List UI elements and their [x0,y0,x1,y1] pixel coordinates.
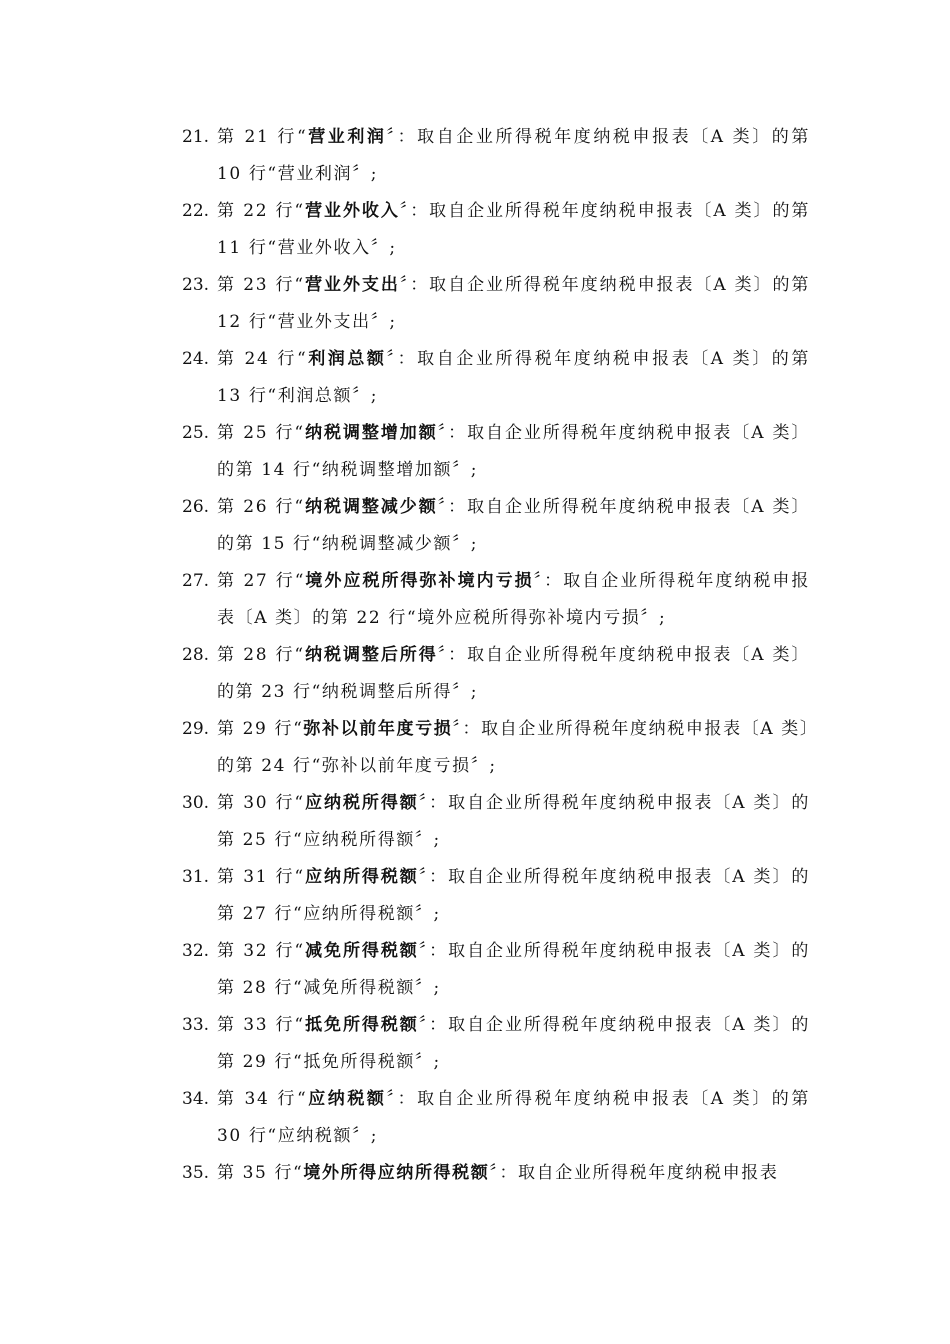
item-description: 〞：取自企业所得税年度纳税申报表〔A 类〕的第 27 行“应纳所得税额〞; [217,867,810,924]
item-term: 纳税调整后所得 [304,645,438,665]
item-description: 〞：取自企业所得税年度纳税申报表〔A 类〕的第 10 行“营业利润〞; [217,127,810,184]
item-prefix: 第 28 行“ [217,645,305,665]
item-description: 〞：取自企业所得税年度纳税申报表〔A 类〕的第 14 行“纳税调整增加额〞; [217,423,811,480]
item-number: 24. [182,349,210,369]
item-description: 〞：取自企业所得税年度纳税申报表〔A 类〕的第 29 行“抵免所得税额〞; [217,1015,810,1072]
item-term: 营业外收入 [304,201,400,221]
item-prefix: 第 26 行“ [217,497,305,517]
item-description: 〞：取自企业所得税年度纳税申报表〔A 类〕的第 11 行“营业外收入〞; [217,201,811,258]
list-item [182,563,810,637]
item-number: 27. [182,571,210,591]
item-description: 〞：取自企业所得税年度纳税申报表〔A 类〕的第 22 行“境外应税所得弥补境内亏损〞; [217,571,811,628]
item-number: 21. [182,127,210,147]
item-term: 营业利润 [307,127,387,147]
item-term: 纳税调整增加额 [304,423,438,443]
item-prefix: 第 22 行“ [217,201,305,221]
list-item [182,415,810,489]
item-prefix: 第 27 行“ [217,571,306,591]
item-term: 应纳税所得额 [304,793,419,813]
item-description: 〞：取自企业所得税年度纳税申报表〔A 类〕的第 30 行“应纳税额〞; [217,1089,810,1146]
item-term: 利润总额 [307,349,387,369]
list-item [182,933,810,1007]
item-number: 35. [182,1163,210,1183]
item-term: 应纳所得税额 [304,867,419,887]
list-item [182,193,810,267]
list-item [182,711,810,785]
item-term: 营业外支出 [304,275,400,295]
item-prefix: 第 23 行“ [217,275,305,295]
item-prefix: 第 33 行“ [217,1015,305,1035]
item-description: 〞：取自企业所得税年度纳税申报表〔A 类〕的第 28 行“减免所得税额〞; [217,941,810,998]
item-number: 28. [182,645,210,665]
item-number: 33. [182,1015,210,1035]
item-term: 境外所得应纳所得税额 [303,1163,490,1183]
item-prefix: 第 25 行“ [217,423,305,443]
list-item [182,341,810,415]
list-item [182,1081,810,1155]
item-number: 34. [182,1089,210,1109]
item-description: 〞：取自企业所得税年度纳税申报表〔A 类〕的第 23 行“纳税调整后所得〞; [217,645,811,702]
item-description: 〞：取自企业所得税年度纳税申报表〔A 类〕的第 12 行“营业外支出〞; [217,275,811,332]
item-description: 〞：取自企业所得税年度纳税申报表〔A 类〕的第 13 行“利润总额〞; [217,349,810,406]
list-item [182,859,810,933]
list-item [182,267,810,341]
item-number: 29. [182,719,210,739]
item-prefix: 第 32 行“ [217,941,305,961]
item-description: 〞：取自企业所得税年度纳税申报表〔A 类〕的第 24 行“弥补以前年度亏损〞; [217,719,810,776]
item-number: 22. [182,201,210,221]
item-term: 抵免所得税额 [304,1015,419,1035]
item-number: 31. [182,867,210,887]
list-item [182,785,810,859]
list-item [182,489,810,563]
item-number: 32. [182,941,210,961]
item-number: 23. [182,275,210,295]
item-prefix: 第 24 行“ [217,349,308,369]
item-number: 30. [182,793,210,813]
item-prefix: 第 34 行“ [217,1089,308,1109]
item-prefix: 第 29 行“ [217,719,304,739]
item-number: 26. [182,497,210,517]
item-description: 〞：取自企业所得税年度纳税申报表〔A 类〕的第 25 行“应纳税所得额〞; [217,793,810,850]
list-item [182,637,810,711]
item-term: 弥补以前年度亏损 [303,719,453,739]
list-item [182,1007,810,1081]
item-term: 应纳税额 [307,1089,387,1109]
list-item [182,119,810,193]
item-prefix: 第 21 行“ [217,127,308,147]
item-number: 25. [182,423,210,443]
numbered-list [182,119,810,1192]
item-prefix: 第 35 行“ [217,1163,304,1183]
item-prefix: 第 31 行“ [217,867,305,887]
item-term: 境外应税所得弥补境内亏损 [305,571,534,591]
item-description: 〞：取自企业所得税年度纳税申报表 [489,1163,779,1183]
item-term: 减免所得税额 [304,941,419,961]
list-item [182,1155,810,1192]
item-prefix: 第 30 行“ [217,793,305,813]
item-description: 〞：取自企业所得税年度纳税申报表〔A 类〕的第 15 行“纳税调整减少额〞; [217,497,811,554]
item-term: 纳税调整减少额 [304,497,438,517]
